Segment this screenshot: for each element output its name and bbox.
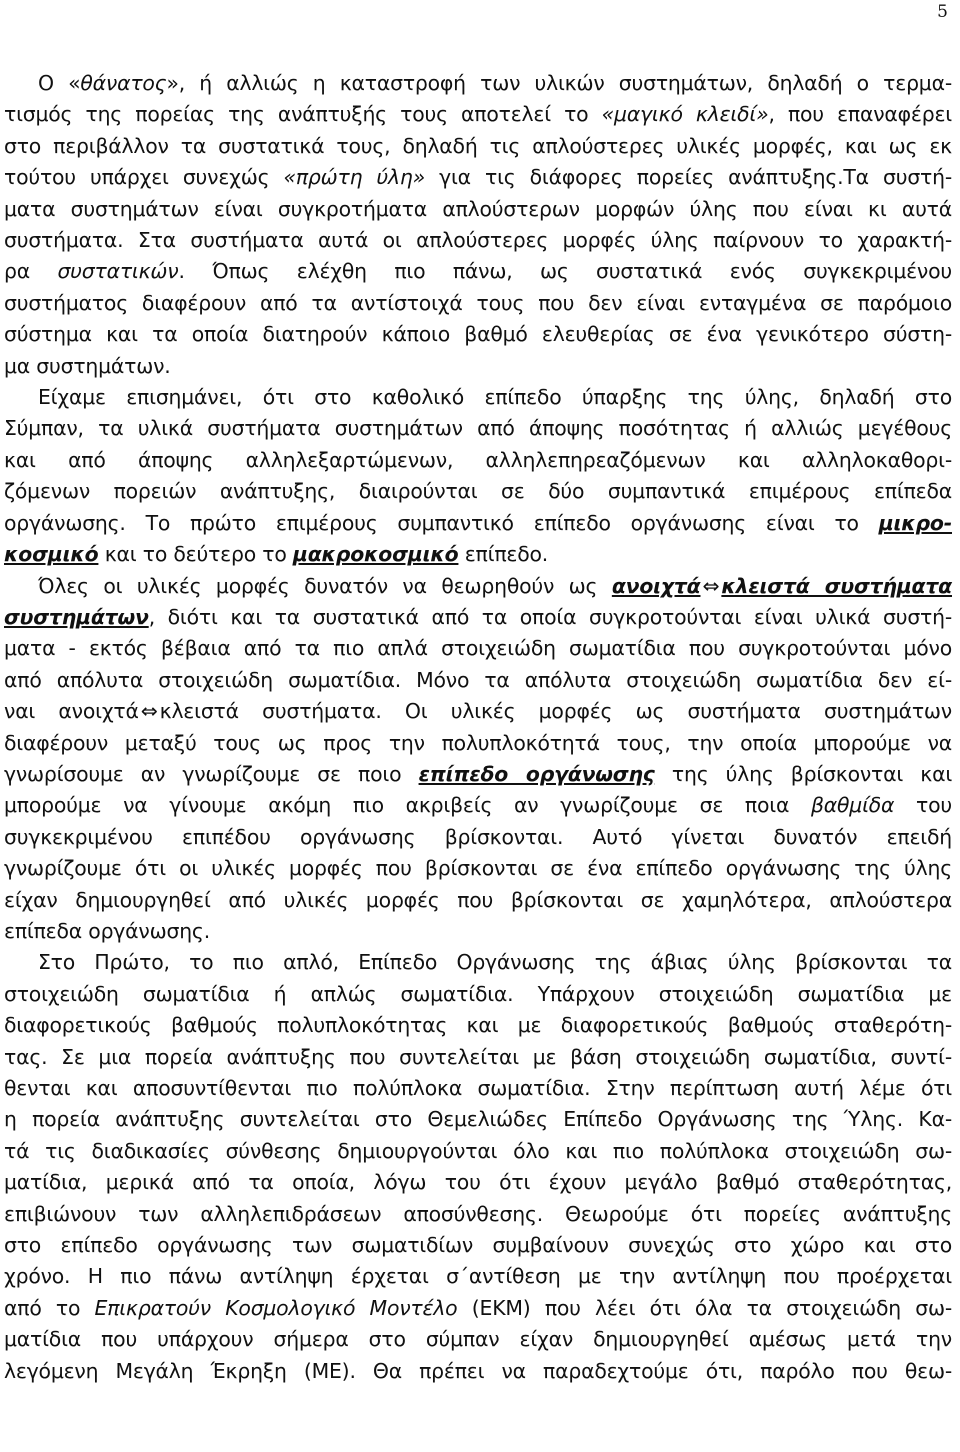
double-arrow-icon: ⇔ [702, 573, 720, 598]
text-span: συστήματος διαφέρουν από τα αντίστοιχά τους που δεν είναι ενταγμένα σε παρόμοιο [4, 290, 952, 315]
body-text [4, 68, 952, 1387]
text-span: ανοιχτά [611, 573, 701, 598]
text-line [4, 602, 952, 633]
text-line [4, 633, 952, 664]
text-line [4, 979, 952, 1010]
text-span: επίπεδο οργάνωσης [418, 761, 655, 786]
text-line [4, 445, 952, 476]
text-line [4, 822, 952, 853]
text-span: ζόμενων πορειών ανάπτυξης, διαιρούνται σε δύο συμπαντικά επιμέρους επίπεδα [4, 479, 952, 504]
text-span: , που επαναφέρει [768, 102, 953, 127]
text-span: «μαγικό κλειδί» [601, 102, 769, 127]
text-line [4, 728, 952, 759]
text-line [4, 1010, 952, 1041]
text-span: Επικρατούν Κοσμολογικό Μοντέλο [94, 1295, 458, 1320]
text-span: διαφορετικούς βαθμούς πολυπλοκότητας και με διαφορετικούς βαθμούς σταθερότη- [4, 1013, 952, 1038]
text-line [4, 539, 952, 570]
double-arrow-icon: ⇔ [140, 699, 158, 724]
text-span: θάνατος [80, 71, 167, 95]
text-span: », ή αλλιώς η καταστροφή των υλικών συστημάτων, δηλαδή ο τερμα- [166, 71, 952, 95]
text-line [4, 790, 952, 821]
text-line [4, 413, 952, 444]
text-span: τά τις διαδικασίες σύνθεσης δημιουργούνται όλο και πιο πολύπλοκα στοιχειώδη σω- [4, 1138, 952, 1163]
text-span: συστατικών [57, 259, 179, 284]
text-span: η πορεία ανάπτυξης συντελείται στο Θεμελιώδες Επίπεδο Οργάνωσης της Ύλης. Κα- [4, 1107, 952, 1132]
page-number: 5 [937, 2, 948, 22]
text-span: στο περιβάλλον τα συστατικά τους, δηλαδή τις απλούστερες υλικές μορφές, και ως εκ [4, 133, 952, 158]
text-line [4, 759, 952, 790]
text-line [4, 1073, 952, 1104]
text-span: «πρώτη ύλη» [283, 165, 426, 190]
text-span: τούτου υπάρχει συνεχώς [4, 165, 284, 190]
text-span: Στο Πρώτο, το πιο απλό, Επίπεδο Οργάνωσης της άβιας ύλης βρίσκονται τα [38, 950, 952, 975]
text-line [4, 885, 952, 916]
text-span: μα συστημάτων. [4, 353, 171, 378]
text-span: θενται και αποσυντίθενται πιο πολύπλοκα σωματίδια. Στην περίπτωση αυτή λέμε ότι [4, 1076, 952, 1100]
text-line [4, 571, 952, 602]
text-line [4, 665, 952, 696]
text-span: Σύμπαν, τα υλικά συστήματα συστημάτων από άποψης ποσότητας ή αλλιώς μεγέθους [4, 416, 952, 441]
text-line [4, 1042, 952, 1073]
text-span: τας. Σε μια πορεία ανάπτυξης που συντελείται με βάση στοιχειώδη σωματίδια, συντί- [4, 1044, 952, 1069]
text-line [4, 1230, 952, 1261]
text-span: Ο « [38, 71, 81, 95]
text-span: μακροκοσμικό [292, 542, 459, 567]
text-span: τισμός της πορείας της ανάπτυξής τους αποτελεί το [4, 102, 602, 127]
text-span: της ύλης βρίσκονται και [654, 761, 953, 786]
text-line [4, 288, 952, 319]
text-span: γνωρίζουμε ότι οι υλικές μορφές που βρίσκονται σε ένα επίπεδο οργάνωσης της ύλης [4, 856, 952, 881]
text-span: διαφέρουν μεταξύ τους ως προς την πολυπλοκότητά τους, την οποία μπορούμε να [4, 730, 952, 755]
text-line [4, 194, 952, 225]
text-line [4, 916, 952, 947]
text-span: είχαν δημιουργηθεί από υλικές μορφές που βρίσκονται σε χαμηλότερα, απλούστερα [4, 887, 952, 912]
text-span: επίπεδο. [458, 542, 549, 567]
text-line [4, 696, 952, 727]
text-line [4, 225, 952, 256]
text-span: κλειστά συστήματα. Οι υλικές μορφές ως συστήματα συστημάτων [159, 699, 952, 724]
text-line [4, 68, 952, 99]
text-span: ρα [4, 259, 58, 284]
text-span: σύστημα και τα οποία διατηρούν κάποιο βαθμό ελευθερίας σε ένα γενικότερο σύστη- [4, 322, 952, 347]
text-line [4, 382, 952, 413]
text-span: ναι ανοιχτά [4, 699, 139, 724]
text-span: ματα - εκτός βέβαια από τα πιο απλά στοιχειώδη σωματίδια που συγκροτούνται μόνο [4, 636, 952, 661]
text-line [4, 1261, 952, 1292]
text-span: ματα συστημάτων είναι συγκροτήματα απλούστερων μορφών ύλης που είναι κι αυτά [4, 196, 952, 221]
text-span: Όλες οι υλικές μορφές δυνατόν να θεωρηθούν ως [38, 573, 612, 598]
text-span: συγκεκριμένου επιπέδου οργάνωσης βρίσκονται. Αυτό γίνεται δυνατόν επειδή [4, 824, 952, 849]
text-line [4, 1199, 952, 1230]
text-line [4, 1104, 952, 1135]
text-span: για τις διάφορες πορείες ανάπτυξης.Τα συστή- [425, 165, 953, 190]
text-line [4, 476, 952, 507]
text-line [4, 1356, 952, 1387]
text-span: στοιχειώδη σωματίδια ή απλώς σωματίδια. Υπάρχουν στοιχειώδη σωματίδια με [4, 981, 952, 1006]
text-span: του [894, 793, 952, 818]
text-line [4, 1167, 952, 1198]
text-line [4, 162, 952, 193]
text-span: μπορούμε να γίνουμε ακόμη πιο ακριβείς αν γνωρίζουμε σε ποια [4, 793, 811, 818]
text-span: ματίδια που υπάρχουν σήμερα στο σύμπαν είχαν δημιουργηθεί αμέσως μετά την [4, 1327, 952, 1352]
text-span: από το [4, 1295, 95, 1320]
text-span: ματίδια, μερικά από τα οποία, λόγω του ότι έχουν μεγάλο βαθμό σταθερότητας, [4, 1170, 952, 1195]
text-line [4, 319, 952, 350]
text-span: κλειστά συστήματα [721, 573, 952, 598]
text-line [4, 1293, 952, 1324]
text-span: , διότι και τα συστατικά από τα οποία συγκροτούνται είναι υλικά συστή- [148, 604, 952, 629]
text-span: λεγόμενη Μεγάλη Έκρηξη (ΜΕ). Θα πρέπει να παραδεχτούμε ότι, παρόλο που θεω- [4, 1358, 952, 1383]
text-span: επίπεδα οργάνωσης. [4, 918, 210, 943]
text-line [4, 131, 952, 162]
text-line [4, 256, 952, 287]
text-span: στο επίπεδο οργάνωσης των σωματιδίων συμβαίνουν συνεχώς στο χώρο και στο [4, 1233, 952, 1258]
text-span: κοσμικό [4, 542, 99, 567]
text-span: χρόνο. Η πιο πάνω αντίληψη έρχεται σ΄αντίθεση με την αντίληψη που προέρχεται [4, 1264, 952, 1289]
text-line [4, 1136, 952, 1167]
text-span: συστήματα. Στα συστήματα αυτά οι απλούστερες μορφές ύλης παίρνουν το χαρακτή- [4, 228, 952, 253]
text-line [4, 351, 952, 382]
text-span: οργάνωσης. Το πρώτο επιμέρους συμπαντικό επίπεδο οργάνωσης είναι το [4, 510, 879, 535]
text-span: και το δεύτερο το [98, 542, 293, 567]
text-span: (ΕΚΜ) που λέει ότι όλα τα στοιχειώδη σω- [457, 1295, 953, 1320]
text-line [4, 99, 952, 130]
text-span: επιβιώνουν των αλληλεπιδράσεων αποσύνθεσης. Θεωρούμε ότι πορείες ανάπτυξης [4, 1201, 952, 1226]
text-line [4, 508, 952, 539]
text-line [4, 1324, 952, 1355]
text-line [4, 947, 952, 978]
text-span: και από άποψης αλληλεξαρτώμενων, αλληλεπηρεαζόμενων και αλληλοκαθορι- [4, 447, 952, 472]
text-span: . Όπως ελέχθη πιο πάνω, ως συστατικά ενός συγκεκριμένου [178, 259, 952, 284]
text-span: Είχαμε επισημάνει, ότι στο καθολικό επίπεδο ύπαρξης της ύλης, δηλαδή στο [38, 385, 952, 410]
text-span: βαθμίδα [810, 793, 895, 818]
text-span: συστημάτων [4, 604, 149, 629]
text-span: γνωρίσουμε αν γνωρίζουμε σε ποιο [4, 761, 419, 786]
text-line [4, 853, 952, 884]
text-span: μικρο- [878, 510, 952, 535]
text-span: από απόλυτα στοιχειώδη σωματίδια. Μόνο τα απόλυτα στοιχειώδη σωματίδια δεν εί- [4, 667, 952, 692]
